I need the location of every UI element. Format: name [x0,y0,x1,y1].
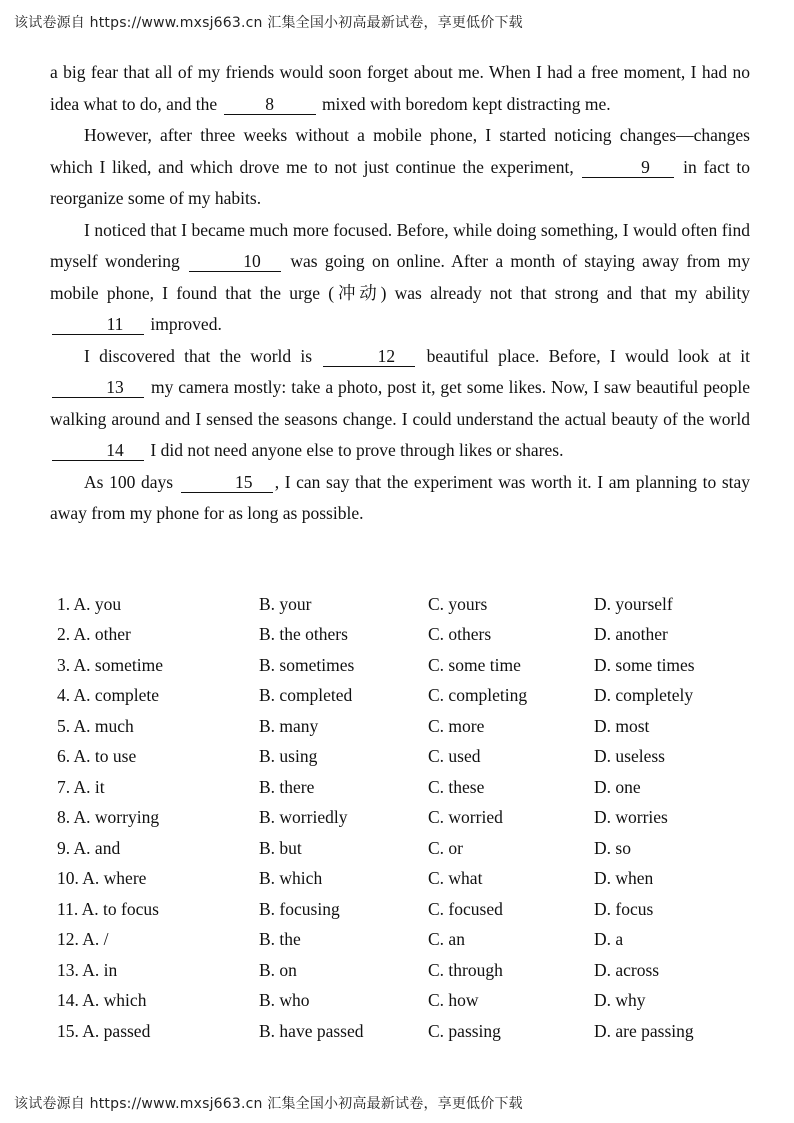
option-a: 14. A. which [57,990,147,1011]
question-row [57,620,757,651]
question-row [57,772,757,803]
option-c: C. how [428,990,479,1011]
question-row [57,711,757,742]
option-d: D. completely [594,685,694,706]
question-row [57,589,757,620]
source-footer: 该试卷源自 https://www.mxsj663.cn 汇集全国小初高最新试卷，享更低价下载 [14,1096,523,1112]
question-row [57,1016,757,1047]
question-row [57,894,757,925]
reading-passage [50,57,750,530]
passage-text: in fact to reorganize some of my habits. [50,156,751,208]
question-row [57,742,757,773]
blank-15: 15 [181,472,273,493]
option-b: B. which [259,868,323,889]
passage-text: beautiful place. Before, I would look at it [426,345,750,366]
option-c: C. passing [428,1020,501,1041]
answer-options-list [57,589,757,1047]
option-a: 10. A. where [57,868,147,889]
option-d: D. useless [594,746,665,767]
source-header: 该试卷源自 https://www.mxsj663.cn 汇集全国小初高最新试卷，享更低价下载 [14,15,523,31]
option-a: 12. A. / [57,929,109,950]
option-b: B. many [259,715,319,736]
option-a: 9. A. and [57,837,121,858]
option-b: B. your [259,593,312,614]
option-d: D. one [594,776,641,797]
option-b: B. who [259,990,310,1011]
option-b: B. there [259,776,315,797]
option-b: B. the others [259,624,348,645]
option-a: 1. A. you [57,593,122,614]
option-d: D. some times [594,654,695,675]
option-b: B. but [259,837,302,858]
paragraph-3 [50,215,750,341]
option-b: B. sometimes [259,654,355,675]
option-a: 15. A. passed [57,1020,151,1041]
option-d: D. another [594,624,668,645]
passage-text: mixed with boredom kept distracting me. [321,93,611,114]
blank-13: 13 [52,377,144,398]
option-d: D. most [594,715,650,736]
option-c: C. what [428,868,483,889]
blank-10: 10 [189,251,281,272]
option-c: C. others [428,624,492,645]
option-a: 11. A. to focus [57,898,159,919]
question-row [57,864,757,895]
option-d: D. yourself [594,593,673,614]
option-a: 3. A. sometime [57,654,163,675]
question-row [57,955,757,986]
option-d: D. when [594,868,654,889]
option-b: B. focusing [259,898,340,919]
blank-8: 8 [224,94,316,115]
option-a: 6. A. to use [57,746,137,767]
paragraph-1 [50,57,750,120]
passage-text: was going on online. After a month of staying away from my mobile phone, I found that the urge (冲动) was already not that strong and that my ability [50,251,750,303]
paragraph-4 [50,341,750,467]
option-c: C. or [428,837,463,858]
option-b: B. completed [259,685,353,706]
passage-text: However, after three weeks without a mobile phone, I started noticing changes—changes which I liked, and which drove me to not just continue the experiment, [50,125,750,177]
option-c: C. an [428,929,465,950]
blank-9: 9 [582,157,674,178]
option-c: C. used [428,746,481,767]
blank-12: 12 [323,346,415,367]
option-d: D. focus [594,898,654,919]
passage-text: improved. [150,314,222,334]
option-d: D. across [594,959,660,980]
passage-text: a big fear that all of my friends would soon forget about me. When I had a free moment, I had no idea what to do, and the [50,62,750,114]
question-row [57,681,757,712]
option-d: D. so [594,837,631,858]
blank-11: 11 [52,314,144,335]
option-b: B. the [259,929,301,950]
option-c: C. worried [428,807,503,828]
option-c: C. some time [428,654,521,675]
question-row [57,650,757,681]
blank-14: 14 [52,440,144,461]
option-a: 2. A. other [57,624,131,645]
option-b: B. worriedly [259,807,348,828]
passage-text: As 100 days [84,471,174,492]
option-c: C. more [428,715,485,736]
question-row [57,986,757,1017]
option-a: 13. A. in [57,959,118,980]
passage-text: my camera mostly: take a photo, post it, get some likes. Now, I saw beautiful people walking around and I sensed the seasons change. I could understand the actual beauty of the world [50,377,751,429]
option-a: 5. A. much [57,715,134,736]
option-c: C. focused [428,898,503,919]
option-c: C. these [428,776,485,797]
question-row [57,803,757,834]
passage-text: , I can say that the experiment was worth it. I am planning to stay away from my phone for as long as possible. [50,471,751,523]
option-a: 7. A. it [57,776,105,797]
question-row [57,925,757,956]
option-c: C. completing [428,685,528,706]
option-c: C. yours [428,593,488,614]
option-d: D. a [594,929,624,950]
option-b: B. have passed [259,1020,364,1041]
question-row [57,833,757,864]
option-d: D. are passing [594,1020,694,1041]
option-d: D. why [594,990,646,1011]
passage-text: I noticed that I became much more focused. Before, while doing something, I would often find myself wondering [50,219,750,271]
option-b: B. using [259,746,318,767]
passage-text: I did not need anyone else to prove through likes or shares. [150,440,564,460]
option-b: B. on [259,959,297,980]
passage-text: I discovered that the world is [84,345,313,366]
paragraph-2 [50,120,750,215]
paragraph-5 [50,467,750,530]
option-d: D. worries [594,807,668,828]
option-a: 4. A. complete [57,685,160,706]
option-a: 8. A. worrying [57,807,160,828]
option-c: C. through [428,959,503,980]
